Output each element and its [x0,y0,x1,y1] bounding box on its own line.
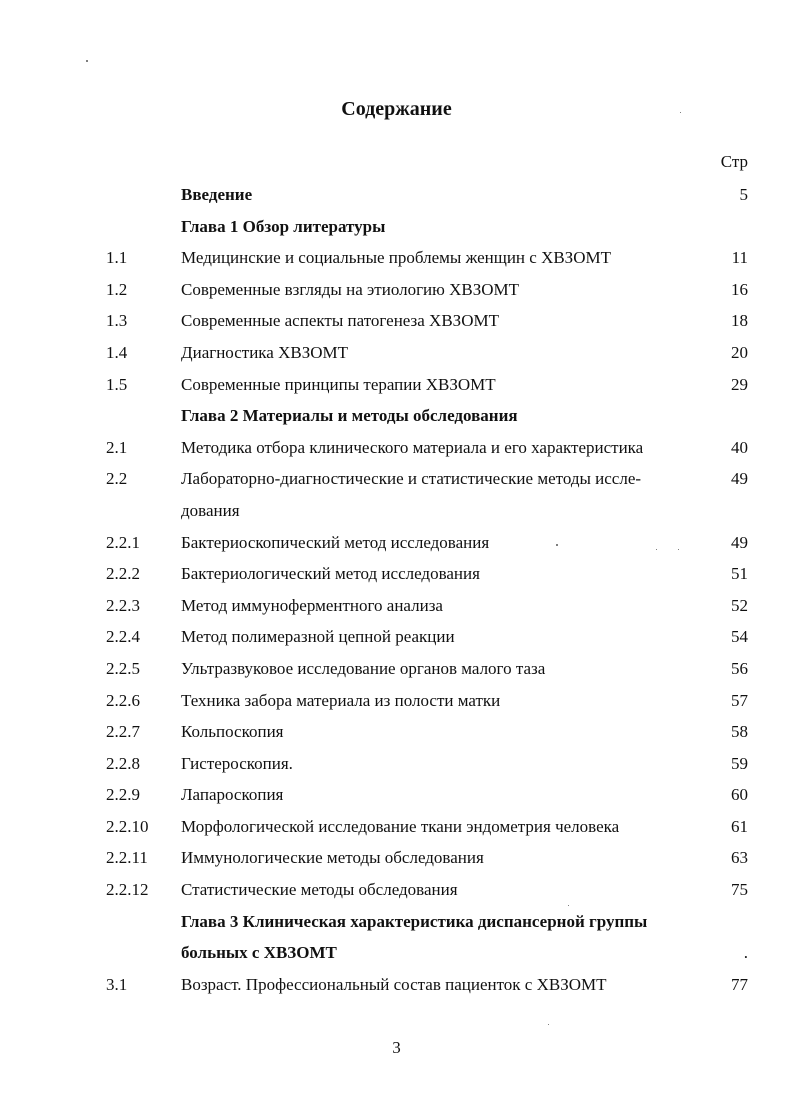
toc-entry-page: 20 [731,342,748,362]
toc-entry-page: 52 [731,595,748,615]
toc-entry-page: 61 [731,816,748,836]
toc-entry-title: Современные аспекты патогенеза ХВЗОМТ [181,311,499,331]
toc-entry-number: 1.1 [106,248,128,268]
toc-entry [0,908,793,940]
toc-entry-title: Бактериоскопический метод исследования [181,532,490,552]
toc-entry [0,213,793,245]
toc-entry-title: Глава 1 Обзор литературы [181,216,386,236]
toc-entry-number: 3.1 [106,974,128,994]
toc-entry-title: Кольпоскопия [181,722,284,742]
toc-entry-page: 59 [731,753,748,773]
toc-entry-title: дования [181,500,240,520]
toc-entry-number: 2.1 [106,437,128,457]
toc-entry [0,623,793,655]
toc-entry-number: 2.2.5 [106,658,140,678]
page-title: Содержание [341,98,452,120]
toc-entry [0,244,793,276]
toc-entry [0,497,793,529]
toc-entry [0,813,793,845]
scan-speck [656,549,657,550]
toc-entry-page: 56 [731,658,748,678]
toc-entry [0,307,793,339]
toc-entry-page: 57 [731,690,748,710]
toc-entry-page: 49 [731,469,748,489]
toc-entry-number: 1.4 [106,342,128,362]
toc-entry-title: Бактериологический метод исследования [181,564,480,584]
toc-entry-title: Иммунологические методы обследования [181,848,484,868]
toc-entry-page: 16 [731,279,748,299]
toc-entry-title: Ультразвуковое исследование органов малого таза [181,658,546,678]
toc-entry-number: 2.2.7 [106,722,140,742]
toc-entry-page: 29 [731,374,748,394]
toc-entry-title: Современные взгляды на этиологию ХВЗОМТ [181,279,520,299]
scan-speck [680,112,681,113]
toc-entry-title: Возраст. Профессиональный состав пациенток с ХВЗОМТ [181,974,607,994]
toc-entry-number: 2.2.12 [106,880,149,900]
toc-entry-title: Лапароскопия [181,785,284,805]
toc-entry-title: Введение [181,185,253,204]
toc-entry-number: 1.2 [106,279,128,299]
toc-entry [0,181,793,213]
toc-entry-number: 2.2.10 [106,816,149,836]
toc-entry [0,876,793,908]
scan-speck [548,1024,549,1025]
toc-entry-page: 63 [731,848,748,868]
toc-entry-number: 2.2.4 [106,627,140,647]
table-of-contents [0,181,793,1002]
toc-entry-title: Диагностика ХВЗОМТ [181,342,349,362]
toc-entry-page: 40 [731,437,748,457]
toc-entry [0,844,793,876]
toc-entry-page: 77 [731,974,748,994]
toc-entry-number: 2.2.9 [106,785,140,805]
toc-entry-number: 2.2 [106,469,128,489]
toc-entry-number: 2.2.6 [106,690,140,710]
toc-entry-title: Глава 3 Клиническая характеристика диспансерной группы [181,911,648,931]
toc-entry [0,402,793,434]
toc-entry [0,781,793,813]
toc-entry-title: Метод иммуноферментного анализа [181,595,443,615]
toc-entry-title: Современные принципы терапии ХВЗОМТ [181,374,496,394]
toc-entry [0,718,793,750]
toc-entry-title: Статистические методы обследования [181,880,458,900]
toc-entry-title: больных с ХВЗОМТ [181,943,337,963]
scan-speck [86,60,88,62]
toc-entry-page: 5 [739,185,748,204]
toc-entry [0,529,793,561]
toc-entry-title: Техника забора материала из полости матки [181,690,501,710]
toc-entry-title: Глава 2 Материалы и методы обследования [181,406,518,426]
toc-entry [0,371,793,403]
toc-entry-page: 49 [731,532,748,552]
scan-speck [556,544,558,546]
toc-entry-title: Морфологической исследование ткани эндометрия человека [181,816,620,836]
toc-entry-page: 11 [731,248,748,268]
scan-speck [678,549,679,550]
toc-entry-title: Лабораторно-диагностические и статистические методы иссле- [181,469,642,489]
toc-entry-page: 51 [731,564,748,584]
scan-speck [568,905,569,906]
toc-entry-title: Гистероскопия. [181,753,293,773]
page-column-header: Стр [720,152,748,171]
toc-entry [0,465,793,497]
toc-entry [0,560,793,592]
toc-entry-number: 2.2.1 [106,532,140,552]
toc-entry-page: 54 [731,627,748,647]
toc-entry [0,687,793,719]
page-number: 3 [392,1038,401,1057]
toc-entry [0,750,793,782]
toc-entry [0,655,793,687]
toc-entry-number: 2.2.3 [106,595,140,615]
toc-entry [0,339,793,371]
toc-entry [0,971,793,1003]
toc-entry-title: Медицинские и социальные проблемы женщин с ХВЗОМТ [181,248,611,268]
toc-entry-page: 60 [731,785,748,805]
toc-entry-number: 1.3 [106,311,128,331]
toc-entry [0,276,793,308]
toc-entry-title: Методика отбора клинического материала и его характеристика [181,437,644,457]
toc-entry-page: 75 [731,880,748,900]
toc-entry-title: Метод полимеразной цепной реакции [181,627,455,647]
toc-entry-page: 18 [731,311,748,331]
toc-entry-page: 58 [731,722,748,742]
toc-entry-page: . [743,943,748,963]
toc-entry-number: 2.2.11 [106,848,148,868]
toc-entry [0,592,793,624]
toc-entry [0,434,793,466]
toc-entry-number: 2.2.2 [106,564,140,584]
toc-entry-number: 2.2.8 [106,753,140,773]
toc-entry [0,939,793,971]
toc-entry-number: 1.5 [106,374,128,394]
